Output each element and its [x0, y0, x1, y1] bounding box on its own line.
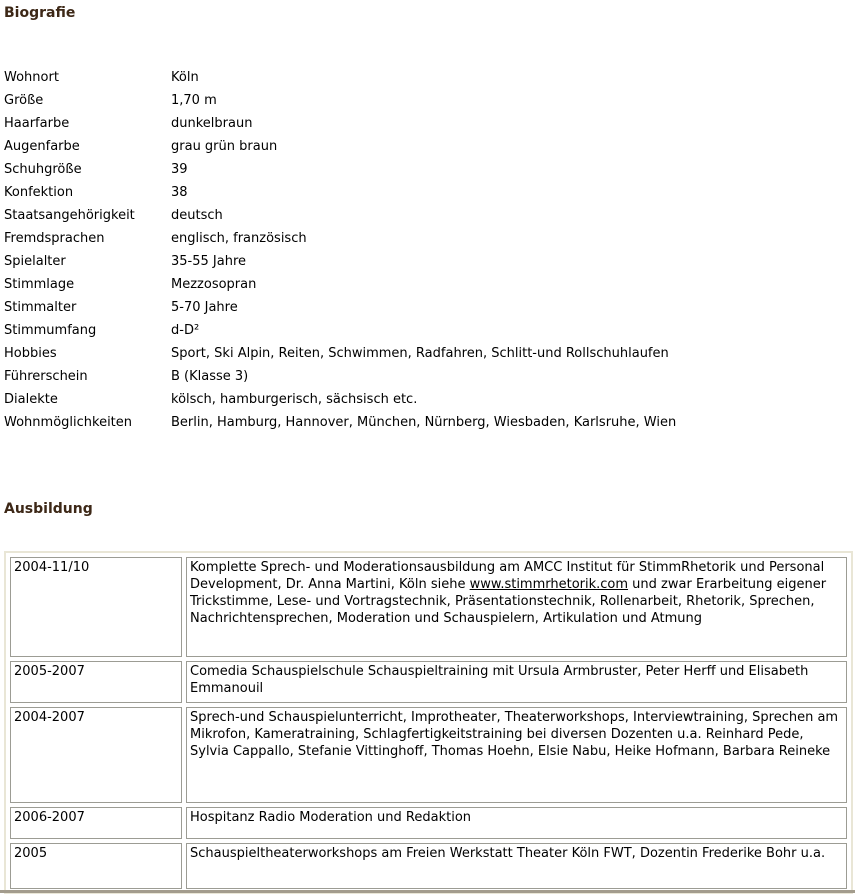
bio-value: grau grün braun [171, 139, 278, 154]
period-cell: 2006-2007 [10, 807, 182, 839]
table-row [10, 807, 847, 839]
table-row [10, 843, 847, 889]
bio-value: 39 [171, 162, 188, 177]
bio-value: englisch, französisch [171, 231, 307, 246]
bio-value: Mezzosopran [171, 277, 257, 292]
bio-label: Stimmlage [4, 277, 75, 292]
bio-label: Führerschein [4, 369, 88, 384]
bio-label: Staatsangehörigkeit [4, 208, 135, 223]
table-row [10, 661, 847, 703]
stimmrhetorik-link[interactable]: www.stimmrhetorik.com [469, 577, 629, 592]
period-cell: 2005 [10, 843, 182, 889]
ausbildung-table [4, 551, 853, 894]
bio-label: Wohnort [4, 70, 59, 85]
bio-label: Konfektion [4, 185, 74, 200]
bio-label: Stimmalter [4, 300, 77, 315]
bio-label: Stimmumfang [4, 323, 97, 338]
table-row [10, 707, 847, 803]
description-cell [186, 557, 847, 657]
bio-value: dunkelbraun [171, 116, 253, 131]
ausbildung-heading: Ausbildung [4, 501, 93, 517]
period-cell: 2004-11/10 [10, 557, 182, 657]
bio-value: deutsch [171, 208, 223, 223]
biografie-heading: Biografie [4, 5, 76, 21]
bio-value: Sport, Ski Alpin, Reiten, Schwimmen, Radfahren, Schlitt-und Rollschuhlaufen [171, 346, 669, 361]
description-cell: Hospitanz Radio Moderation und Redaktion [186, 807, 847, 839]
bio-label: Spielalter [4, 254, 66, 269]
bio-value: Köln [171, 70, 199, 85]
bio-value: B (Klasse 3) [171, 369, 249, 384]
bio-value: 35-55 Jahre [171, 254, 247, 269]
biografie-list [4, 66, 853, 434]
bio-label: Haarfarbe [4, 116, 70, 131]
bio-label: Größe [4, 93, 44, 108]
description-cell: Schauspieltheaterworkshops am Freien Werkstatt Theater Köln FWT, Dozentin Frederike Bohr u.a. [186, 843, 847, 889]
bio-label: Wohnmöglichkeiten [4, 415, 133, 430]
bio-label: Fremdsprachen [4, 231, 105, 246]
bio-value: kölsch, hamburgerisch, sächsisch etc. [171, 392, 418, 407]
description-text: und zwar Erarbeitung eigener Trickstimme, Lese- und Vortragstechnik, Präsentationstechnik, Rollenarbeit, Rhetorik, Sprechen, Nachrichtensprechen, Moderation und Schauspielern, Artikulation und Atmung [190, 577, 827, 626]
description-cell: Comedia Schauspielschule Schauspieltraining mit Ursula Armbruster, Peter Herff und Elisabeth Emmanouil [186, 661, 847, 703]
bio-value: Berlin, Hamburg, Hannover, München, Nürnberg, Wiesbaden, Karlsruhe, Wien [171, 415, 677, 430]
description-cell: Sprech-und Schauspielunterricht, Improtheater, Theaterworkshops, Interviewtraining, Sprechen am Mikrofon, Kameratraining, Schlagfertigkeitstraining bei diversen Dozenten u.a. Reinhard Pede, Sylvia Cappallo, Stefanie Vittinghoff, Thomas Hoehn, Elsie Nabu, Heike Hofmann, Barbara Reineke [186, 707, 847, 803]
table-row [10, 557, 847, 657]
bio-value: 1,70 m [171, 93, 217, 108]
description-text: Komplette Sprech- und Moderationsausbildung am AMCC Institut für StimmRhetorik und Personal Development, Dr. Anna Martini, Köln siehe [190, 560, 825, 592]
period-cell: 2004-2007 [10, 707, 182, 803]
bottom-divider [0, 890, 855, 893]
period-cell: 2005-2007 [10, 661, 182, 703]
bio-value: 5-70 Jahre [171, 300, 238, 315]
bio-label: Schuhgröße [4, 162, 82, 177]
bio-value: d-D² [171, 323, 200, 338]
bio-value: 38 [171, 185, 188, 200]
bio-label: Augenfarbe [4, 139, 80, 154]
bio-label: Dialekte [4, 392, 58, 407]
bio-label: Hobbies [4, 346, 57, 361]
